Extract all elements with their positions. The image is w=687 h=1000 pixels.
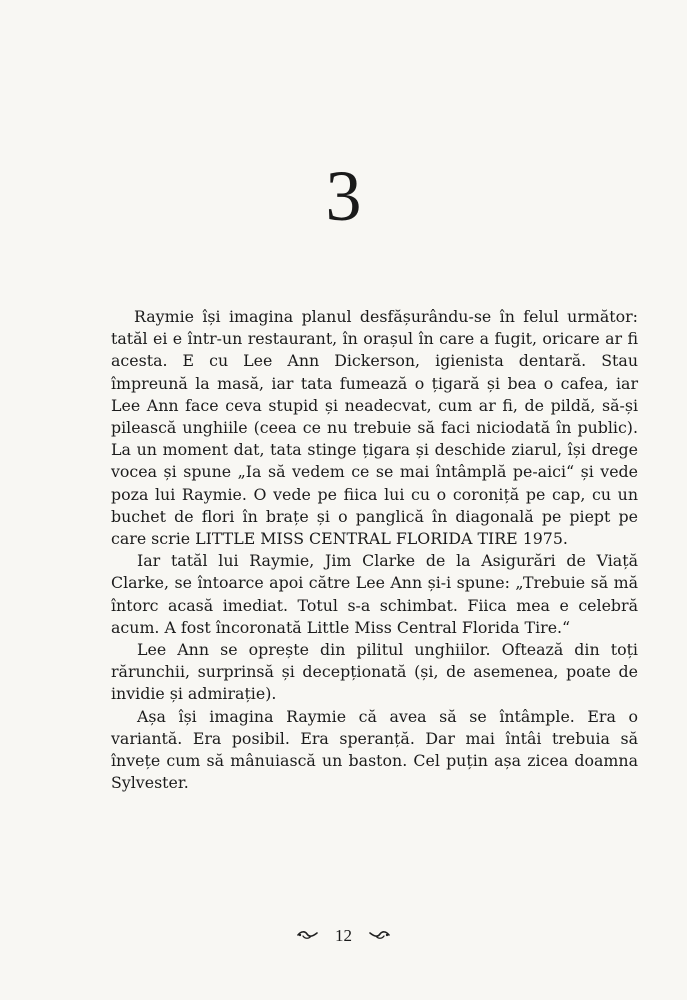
paragraph: Raymie își imagina planul desfășurându-se în felul următor: tatăl ei e într-un restaurant, în orașul în care a fugit, oricare ar fi acesta. E cu Lee Ann Dickerson, igienista dentară. Stau împreună la masă, iar tata fumează o țigară și bea o cafea, iar Lee Ann face ceva stupid și neadecvat, cum ar fi, de pildă, să-și pilească unghiile (ceea ce nu trebuie să faci niciodată în public). La un moment dat, tata stinge țigara și deschide ziarul, își drege vocea și spune „Ia să vedem ce se mai întâmplă pe-aici“ și vede poza lui Raymie. O vede pe fiica lui cu o coroniță pe cap, cu un buchet de flori în brațe și o panglică în diagonală pe piept pe care scrie LITTLE MISS CENTRAL FLORIDA TIRE 1975. [111,307,638,549]
paragraph: Iar tatăl lui Raymie, Jim Clarke de la Asigurări de Viață Clarke, se întoarce apoi către Lee Ann și-i spune: „Trebuie să mă întorc acasă imediat. Totul s-a schimbat. Fiica mea e celebră acum. A fost încoronată Little Miss Central Florida Tire.“ [111,551,638,637]
page-number: 12 [335,925,352,945]
paragraph: Așa își imagina Raymie că avea să se întâmple. Era o variantă. Era posibil. Era speranță. Dar mai întâi trebuia să învețe cum să mânuiască un baston. Cel puțin așa zicea doamna Sylvester. [111,706,638,793]
right-flourish-icon [368,927,390,944]
left-flourish-icon [297,927,319,944]
paragraph: Lee Ann se oprește din pilitul unghiilor. Oftează din toți rărunchii, surprinsă și decepționată (și, de asemenea, poate de invidie și admirație). [111,640,638,704]
chapter-body [111,306,638,794]
chapter-number: 3 [325,156,362,236]
page-footer [0,925,687,944]
